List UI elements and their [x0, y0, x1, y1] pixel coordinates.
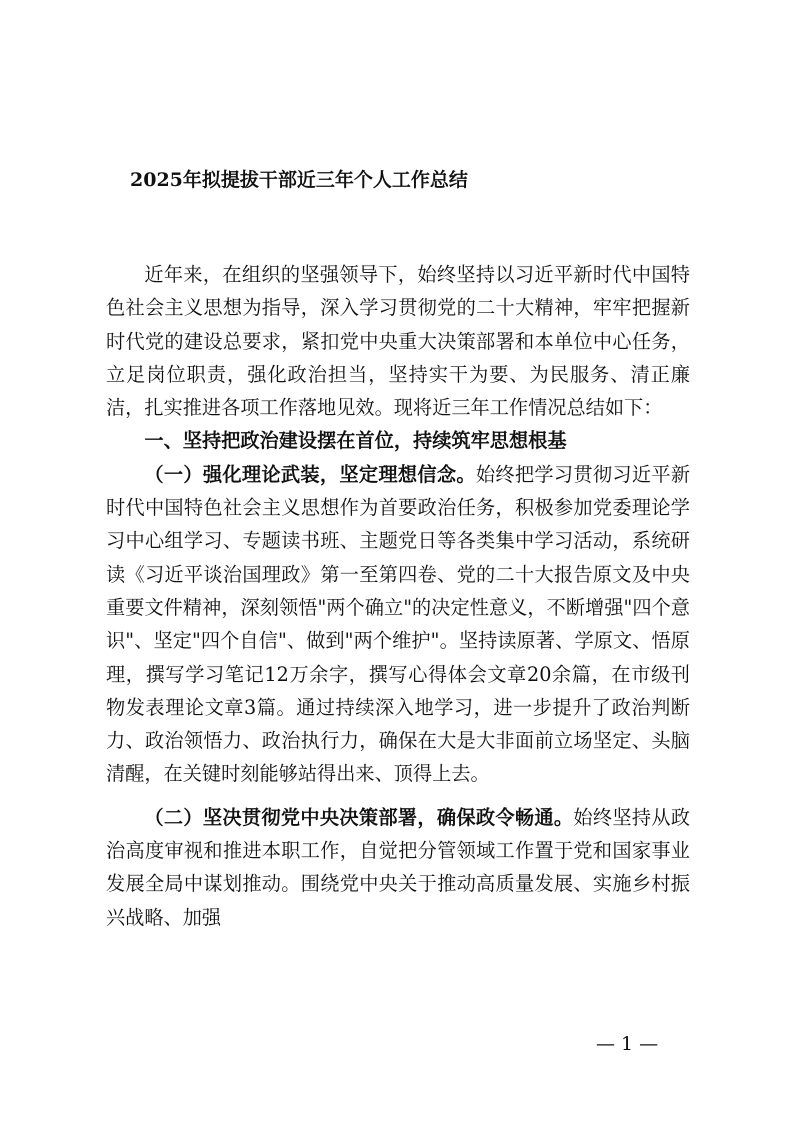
page-number: — 1 —: [596, 1033, 659, 1055]
document-title: 2025年拟提拔干部近三年个人工作总结: [130, 169, 468, 191]
section-1-heading: 一、坚持把政治建设摆在首位，持续筑牢思想根基: [144, 429, 567, 453]
section-1-item-1-lead: （一）强化理论武装，坚定理想信念。: [144, 462, 476, 486]
document-body: [106, 258, 690, 934]
section-1-item-2-lead: （二）坚决贯彻党中央决策部署，确保政令畅通。: [144, 805, 574, 829]
section-1-item-2-body: 始终坚持从政治高度审视和推进本职工作，自觉把分管领域工作置于党和国家事业发展全局中谋划推动。围绕党中央关于推动高质量发展、实施乡村振兴战略、加强: [106, 805, 691, 929]
section-1-item-1-paragraph: [106, 458, 690, 791]
intro-paragraph: 近年来，在组织的坚强领导下，始终坚持以习近平新时代中国特色社会主义思想为指导，深入学习贯彻党的二十大精神，牢牢把握新时代党的建设总要求，紧扣党中央重大决策部署和本单位中心任务，立足岗位职责，强化政治担当，坚持实干为要、为民服务、清正廉洁，扎实推进各项工作落地见效。现将近三年工作情况总结如下：: [106, 263, 690, 420]
section-1-item-1-body: 始终把学习贯彻习近平新时代中国特色社会主义思想作为首要政治任务，积极参加党委理论学习中心组学习、专题读书班、主题党日等各类集中学习活动，系统研读《习近平谈治国理政》第一至第四卷、党的二十大报告原文及中央重要文件精神，深刻领悟"两个确立"的决定性意义，不断增强"四个意识"、坚定"四个自信"、做到"两个维护"。坚持读原著、学原文、悟原理，撰写学习笔记12万余字，撰写心得体会文章20余篇，在市级刊物发表理论文章3篇。通过持续深入地学习，进一步提升了政治判断力、政治领悟力、政治执行力，确保在大是大非面前立场坚定、头脑清醒，在关键时刻能够站得出来、顶得上去。: [106, 462, 691, 786]
section-1-item-2-paragraph: [106, 801, 690, 934]
